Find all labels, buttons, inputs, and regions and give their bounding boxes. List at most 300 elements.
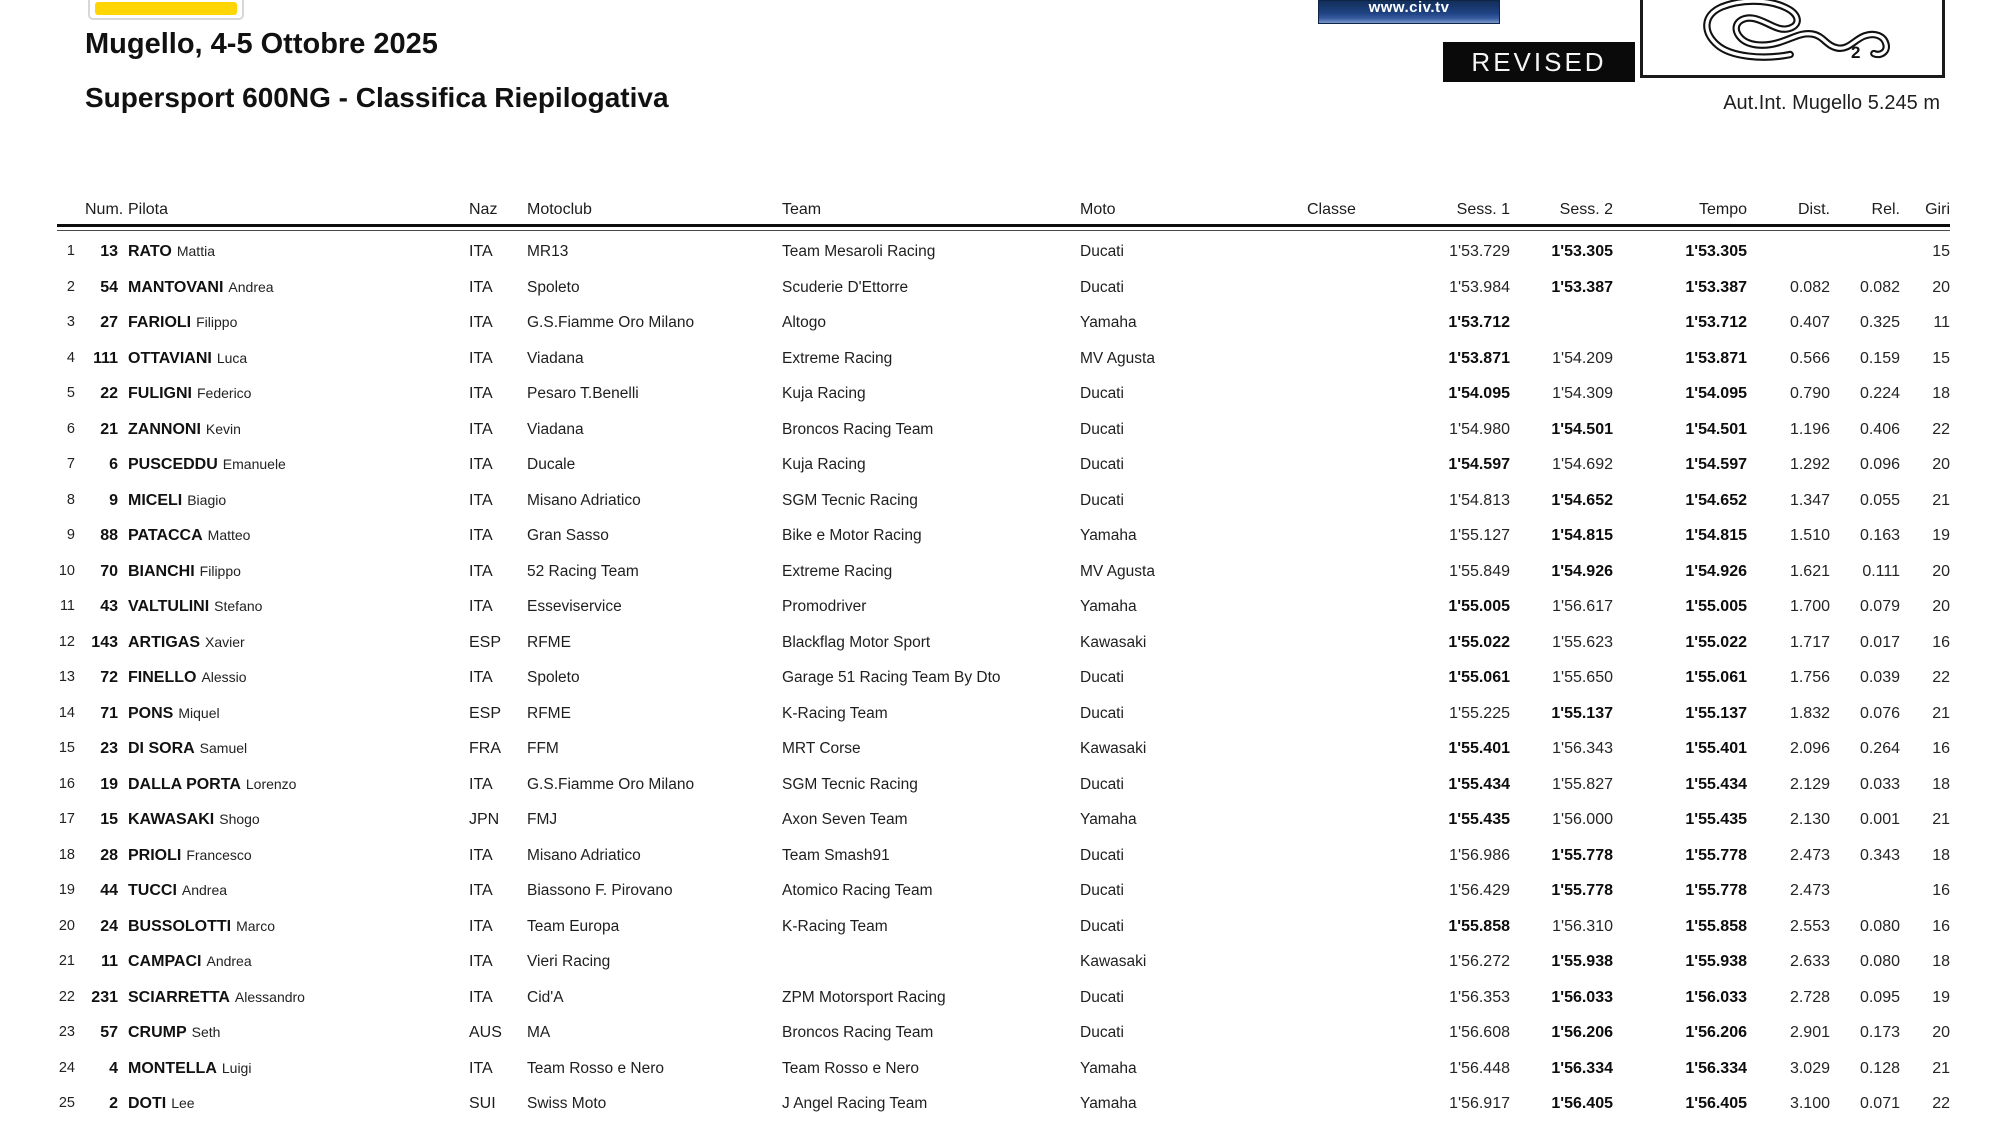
table-row xyxy=(57,731,1950,767)
motoclub-cell: Viadana xyxy=(527,420,584,438)
class-cell xyxy=(1307,980,1390,1016)
team-cell: Extreme Racing xyxy=(782,349,893,367)
best-time-cell: 1'53.387 xyxy=(1685,278,1747,296)
session2-time-cell: 1'55.827 xyxy=(1552,775,1613,793)
class-cell xyxy=(1307,731,1390,767)
session2-time-cell: 1'56.206 xyxy=(1551,1024,1613,1041)
laps-cell: 20 xyxy=(1932,1024,1950,1041)
session1-time-cell: 1'54.813 xyxy=(1449,491,1510,509)
pilot-firstname: Alessandro xyxy=(234,988,305,1005)
pilot-lastname: MANTOVANI xyxy=(128,278,224,296)
class-cell xyxy=(1307,270,1390,306)
class-cell xyxy=(1307,305,1390,341)
pilot-lastname: BUSSOLOTTI xyxy=(128,917,232,935)
gap-to-leader-cell: 0.082 xyxy=(1789,278,1830,296)
team-cell: Scuderie D'Ettorre xyxy=(782,278,909,296)
motoclub-cell: Biassono F. Pirovano xyxy=(527,882,673,899)
sponsor-logo-yellow-bar xyxy=(95,2,237,15)
team-cell: Bike e Motor Racing xyxy=(782,527,922,544)
gap-to-leader-cell: 1.756 xyxy=(1789,669,1830,686)
nationality-cell: ITA xyxy=(469,314,493,331)
nationality-cell: SUI xyxy=(469,1095,496,1112)
nationality-cell: ESP xyxy=(469,633,502,651)
track-caption: Aut.Int. Mugello 5.245 m xyxy=(1723,92,1940,114)
class-cell xyxy=(1307,1015,1390,1051)
pilot-cell xyxy=(121,625,468,661)
gap-to-leader-cell: 2.633 xyxy=(1789,953,1830,970)
nationality-cell: ESP xyxy=(469,704,502,722)
motoclub-cell: FFM xyxy=(527,740,559,757)
nationality-cell: ITA xyxy=(469,598,493,615)
nationality-cell: ITA xyxy=(469,953,493,970)
session1-time-cell: 1'55.005 xyxy=(1448,598,1510,615)
gap-to-previous-cell: 0.055 xyxy=(1859,491,1900,509)
pilot-cell xyxy=(121,873,468,909)
pilot-lastname: MONTELLA xyxy=(128,1059,217,1077)
position-cell: 11 xyxy=(59,598,75,614)
gap-to-previous-cell: 0.076 xyxy=(1859,704,1900,722)
table-header xyxy=(57,198,1950,222)
position-cell: 23 xyxy=(58,1024,75,1040)
motoclub-cell: Esseviservice xyxy=(527,598,622,615)
pilot-firstname: Andrea xyxy=(206,953,252,969)
pilot-cell xyxy=(121,554,468,590)
col-header-classe: Classe xyxy=(1307,201,1356,218)
session1-time-cell: 1'56.986 xyxy=(1449,846,1510,864)
event-title: Mugello, 4-5 Ottobre 2025 xyxy=(85,28,438,60)
session2-time-cell: 1'54.926 xyxy=(1551,562,1613,580)
position-cell: 24 xyxy=(58,1059,75,1076)
class-cell xyxy=(1307,447,1390,483)
civ-tv-url: www.civ.tv xyxy=(1368,0,1450,16)
nationality-cell: ITA xyxy=(469,527,493,544)
table-row xyxy=(57,625,1950,661)
session2-time-cell: 1'54.692 xyxy=(1552,456,1613,473)
pilot-firstname: Shogo xyxy=(219,811,260,827)
session1-time-cell: 1'53.984 xyxy=(1449,278,1510,296)
class-cell xyxy=(1307,376,1390,412)
best-time-cell: 1'56.405 xyxy=(1685,1095,1747,1112)
session2-time-cell: 1'54.209 xyxy=(1552,349,1613,367)
table-row xyxy=(57,1015,1950,1051)
gap-to-previous-cell xyxy=(1830,873,1900,909)
gap-to-previous-cell: 0.325 xyxy=(1859,314,1900,331)
team-cell: Team Mesaroli Racing xyxy=(782,243,936,260)
class-cell xyxy=(1307,944,1390,980)
race-number-cell: 54 xyxy=(100,278,118,296)
laps-cell: 22 xyxy=(1932,420,1950,438)
pilot-cell xyxy=(121,909,468,945)
nationality-cell: ITA xyxy=(469,669,493,686)
gap-to-leader-cell: 2.130 xyxy=(1789,811,1830,828)
bike-cell: Kawasaki xyxy=(1080,633,1147,651)
session1-time-cell: 1'55.225 xyxy=(1449,704,1510,722)
motoclub-cell: Team Europa xyxy=(527,917,620,935)
pilot-cell xyxy=(121,944,468,980)
session2-time-cell: 1'54.815 xyxy=(1551,527,1613,544)
pilot-cell xyxy=(121,660,468,696)
bike-cell: MV Agusta xyxy=(1080,349,1155,367)
motoclub-cell: G.S.Fiamme Oro Milano xyxy=(527,314,695,331)
laps-cell: 15 xyxy=(1932,349,1950,367)
col-header-sess2: Sess. 2 xyxy=(1559,201,1613,218)
col-header-naz: Naz xyxy=(469,201,498,218)
pilot-cell xyxy=(121,1015,468,1051)
team-cell: MRT Corse xyxy=(782,740,861,757)
track-variant-number: 2 xyxy=(1851,43,1861,62)
track-map xyxy=(1640,0,1945,78)
session1-time-cell: 1'56.353 xyxy=(1449,988,1510,1006)
bike-cell: Kawasaki xyxy=(1080,740,1147,757)
bike-cell: Ducati xyxy=(1080,988,1124,1006)
table-row xyxy=(57,554,1950,590)
col-header-pilota: Pilota xyxy=(128,201,169,218)
race-number-cell: 24 xyxy=(100,917,118,935)
session1-time-cell: 1'55.022 xyxy=(1448,633,1510,651)
pilot-cell xyxy=(121,802,468,838)
pilot-lastname: PONS xyxy=(128,704,174,722)
motoclub-cell: Viadana xyxy=(527,349,584,367)
laps-cell: 16 xyxy=(1932,917,1950,935)
session2-time-cell: 1'56.310 xyxy=(1552,917,1613,935)
pilot-lastname: MICELI xyxy=(128,491,183,509)
laps-cell: 19 xyxy=(1932,527,1950,544)
gap-to-leader-cell: 0.566 xyxy=(1789,349,1830,367)
session1-time-cell: 1'56.429 xyxy=(1449,882,1510,899)
laps-cell: 18 xyxy=(1932,385,1950,402)
position-cell: 19 xyxy=(58,882,75,898)
team-cell: SGM Tecnic Racing xyxy=(782,775,918,793)
best-time-cell: 1'55.434 xyxy=(1685,775,1747,793)
best-time-cell: 1'54.815 xyxy=(1685,527,1747,544)
race-number-cell: 23 xyxy=(100,740,118,757)
best-time-cell: 1'55.435 xyxy=(1685,811,1747,828)
revised-badge: REVISED xyxy=(1443,42,1635,82)
pilot-lastname: RATO xyxy=(128,243,172,260)
race-number-cell: 43 xyxy=(100,598,118,615)
gap-to-leader-cell: 2.553 xyxy=(1789,917,1830,935)
class-cell xyxy=(1307,802,1390,838)
session1-time-cell: 1'54.095 xyxy=(1448,385,1510,402)
bike-cell: Ducati xyxy=(1080,456,1124,473)
gap-to-previous-cell: 0.264 xyxy=(1859,740,1900,757)
race-number-cell: 88 xyxy=(100,527,118,544)
session2-time-cell: 1'56.617 xyxy=(1552,598,1613,615)
pilot-firstname: Marco xyxy=(236,917,276,934)
pilot-lastname: CAMPACI xyxy=(128,953,202,970)
nationality-cell: ITA xyxy=(469,349,493,367)
table-row xyxy=(57,234,1950,270)
laps-cell: 19 xyxy=(1932,988,1950,1006)
gap-to-leader-cell: 1.292 xyxy=(1789,456,1830,473)
laps-cell: 11 xyxy=(1933,314,1950,331)
best-time-cell: 1'55.778 xyxy=(1685,846,1747,864)
gap-to-leader-cell: 2.096 xyxy=(1789,740,1830,757)
session1-time-cell: 1'54.980 xyxy=(1449,420,1510,438)
col-header-num: Num. xyxy=(85,201,124,218)
gap-to-leader-cell: 2.473 xyxy=(1789,882,1830,899)
pilot-cell xyxy=(121,412,468,448)
position-cell: 8 xyxy=(66,491,75,508)
pilot-lastname: FULIGNI xyxy=(128,385,192,402)
pilot-firstname: Seth xyxy=(191,1024,221,1040)
pilot-firstname: Emanuele xyxy=(222,456,286,472)
session2-time-cell: 1'55.938 xyxy=(1551,953,1613,970)
motoclub-cell: Spoleto xyxy=(527,669,580,686)
gap-to-previous-cell: 0.080 xyxy=(1859,953,1900,970)
table-row xyxy=(57,447,1950,483)
gap-to-leader-cell: 3.029 xyxy=(1789,1059,1830,1077)
bike-cell: Ducati xyxy=(1080,775,1124,793)
pilot-cell xyxy=(121,980,468,1016)
gap-to-previous-cell: 0.079 xyxy=(1859,598,1900,615)
motoclub-cell: RFME xyxy=(527,704,571,722)
col-header-team: Team xyxy=(782,201,822,218)
class-cell xyxy=(1307,1051,1390,1087)
gap-to-previous-cell: 0.017 xyxy=(1859,633,1900,651)
laps-cell: 20 xyxy=(1932,456,1950,473)
session1-time-cell: 1'56.272 xyxy=(1449,953,1510,970)
bike-cell: Ducati xyxy=(1080,491,1124,509)
pilot-cell xyxy=(121,270,468,306)
team-cell: K-Racing Team xyxy=(782,917,888,935)
team-cell: Broncos Racing Team xyxy=(782,420,934,438)
motoclub-cell: Pesaro T.Benelli xyxy=(527,385,639,402)
session1-time-cell: 1'53.712 xyxy=(1448,314,1510,331)
best-time-cell: 1'54.095 xyxy=(1685,385,1747,402)
nationality-cell: ITA xyxy=(469,1059,493,1077)
best-time-cell: 1'54.652 xyxy=(1685,491,1747,509)
gap-to-previous-cell: 0.001 xyxy=(1859,811,1900,828)
position-cell: 25 xyxy=(58,1095,75,1111)
pilot-lastname: DI SORA xyxy=(128,740,195,757)
laps-cell: 21 xyxy=(1932,1059,1950,1077)
gap-to-previous-cell: 0.096 xyxy=(1859,456,1900,473)
motoclub-cell: MA xyxy=(527,1024,551,1041)
race-number-cell: 71 xyxy=(100,704,118,722)
table-row xyxy=(57,412,1950,448)
session2-time-cell: 1'53.305 xyxy=(1551,243,1613,260)
bike-cell: Ducati xyxy=(1080,278,1124,296)
class-cell xyxy=(1307,341,1390,377)
session2-time-cell: 1'54.309 xyxy=(1552,385,1613,402)
team-cell: Atomico Racing Team xyxy=(782,882,933,899)
race-number-cell: 15 xyxy=(100,811,118,828)
position-cell: 12 xyxy=(58,633,75,650)
pilot-firstname: Andrea xyxy=(228,278,274,295)
session2-time-cell: 1'55.623 xyxy=(1552,633,1613,651)
gap-to-leader-cell: 3.100 xyxy=(1789,1095,1830,1112)
position-cell: 16 xyxy=(58,775,75,792)
table-row xyxy=(57,376,1950,412)
pilot-lastname: PATACCA xyxy=(128,527,203,544)
pilot-firstname: Lorenzo xyxy=(245,775,297,792)
gap-to-leader-cell: 1.700 xyxy=(1789,598,1830,615)
pilot-cell xyxy=(121,1051,468,1087)
motoclub-cell: Misano Adriatico xyxy=(527,846,641,864)
pilot-cell xyxy=(121,1086,468,1122)
session2-time-cell: 1'55.137 xyxy=(1551,704,1613,722)
laps-cell: 18 xyxy=(1932,846,1950,864)
table-row xyxy=(57,270,1950,306)
nationality-cell: ITA xyxy=(469,562,493,580)
class-cell xyxy=(1307,483,1390,519)
class-cell xyxy=(1307,625,1390,661)
table-row xyxy=(57,1086,1950,1122)
best-time-cell: 1'54.501 xyxy=(1685,420,1747,438)
pilot-lastname: OTTAVIANI xyxy=(128,349,212,367)
session2-time-cell: 1'56.334 xyxy=(1551,1059,1613,1077)
pilot-firstname: Samuel xyxy=(199,740,248,756)
position-cell: 20 xyxy=(58,917,75,934)
pilot-lastname: TUCCI xyxy=(128,882,177,899)
gap-to-leader-cell: 0.790 xyxy=(1789,385,1830,402)
col-header-dist: Dist. xyxy=(1798,201,1830,218)
motoclub-cell: Gran Sasso xyxy=(527,527,609,544)
table-row xyxy=(57,802,1950,838)
table-row xyxy=(57,838,1950,874)
laps-cell: 15 xyxy=(1932,243,1950,260)
gap-to-previous-cell: 0.343 xyxy=(1859,846,1900,864)
nationality-cell: ITA xyxy=(469,882,493,899)
pilot-cell xyxy=(121,376,468,412)
pilot-lastname: SCIARRETTA xyxy=(128,988,230,1006)
gap-to-previous-cell: 0.406 xyxy=(1859,420,1900,438)
team-cell: Extreme Racing xyxy=(782,562,893,580)
position-cell: 22 xyxy=(58,988,75,1005)
team-cell xyxy=(782,944,1080,980)
bike-cell: Ducati xyxy=(1080,704,1124,722)
best-time-cell: 1'55.401 xyxy=(1685,740,1747,757)
gap-to-previous-cell: 0.111 xyxy=(1862,562,1900,580)
bike-cell: MV Agusta xyxy=(1080,562,1155,580)
civ-tv-banner[interactable] xyxy=(1318,0,1500,24)
col-header-tempo: Tempo xyxy=(1698,201,1747,218)
session1-time-cell: 1'55.858 xyxy=(1448,917,1510,935)
pilot-cell xyxy=(121,341,468,377)
pilot-firstname: Francesco xyxy=(186,846,252,863)
nationality-cell: ITA xyxy=(469,491,493,509)
class-cell xyxy=(1307,234,1390,270)
team-cell: Broncos Racing Team xyxy=(782,1024,934,1041)
race-number-cell: 19 xyxy=(100,775,118,793)
pilot-cell xyxy=(121,767,468,803)
gap-to-previous-cell: 0.039 xyxy=(1859,669,1900,686)
gap-to-leader-cell: 2.473 xyxy=(1789,846,1830,864)
pilot-firstname: Filippo xyxy=(196,314,238,330)
session1-time-cell: 1'55.849 xyxy=(1449,562,1510,580)
position-cell: 6 xyxy=(66,420,75,437)
pilot-firstname: Andrea xyxy=(181,882,228,898)
team-cell: Axon Seven Team xyxy=(782,811,908,828)
session1-time-cell: 1'55.401 xyxy=(1448,740,1510,757)
gap-to-previous-cell: 0.173 xyxy=(1859,1024,1900,1041)
table-row xyxy=(57,1051,1950,1087)
bike-cell: Yamaha xyxy=(1080,1095,1137,1112)
nationality-cell: ITA xyxy=(469,243,493,260)
gap-to-previous-cell: 0.224 xyxy=(1859,385,1900,402)
laps-cell: 21 xyxy=(1932,491,1950,509)
race-number-cell: 11 xyxy=(101,953,118,970)
motoclub-cell: Spoleto xyxy=(527,278,580,296)
nationality-cell: ITA xyxy=(469,420,493,438)
position-cell: 1 xyxy=(66,243,75,259)
class-cell xyxy=(1307,838,1390,874)
pilot-firstname: Kevin xyxy=(205,420,241,437)
position-cell: 14 xyxy=(58,704,75,721)
race-number-cell: 111 xyxy=(93,349,118,367)
pilot-firstname: Luigi xyxy=(221,1059,252,1076)
session1-time-cell: 1'56.917 xyxy=(1449,1095,1510,1112)
team-cell: Altogo xyxy=(782,314,826,331)
pilot-firstname: Luca xyxy=(216,349,248,366)
best-time-cell: 1'53.871 xyxy=(1685,349,1747,367)
nationality-cell: AUS xyxy=(469,1024,502,1041)
nationality-cell: ITA xyxy=(469,775,493,793)
pilot-firstname: Stefano xyxy=(214,598,263,614)
pilot-firstname: Xavier xyxy=(205,633,245,650)
position-cell: 13 xyxy=(58,669,75,685)
session1-time-cell: 1'56.608 xyxy=(1449,1024,1510,1041)
session2-time-cell: 1'54.652 xyxy=(1551,491,1613,509)
race-number-cell: 21 xyxy=(100,420,118,438)
table-row xyxy=(57,980,1950,1016)
bike-cell: Ducati xyxy=(1080,917,1124,935)
pilot-lastname: BIANCHI xyxy=(128,562,195,580)
team-cell: ZPM Motorsport Racing xyxy=(782,988,946,1006)
track-outline-icon xyxy=(1643,0,1942,75)
position-cell: 9 xyxy=(66,527,75,543)
class-cell xyxy=(1307,412,1390,448)
session2-time-cell: 1'55.650 xyxy=(1552,669,1613,686)
class-cell xyxy=(1307,873,1390,909)
best-time-cell: 1'56.334 xyxy=(1685,1059,1747,1077)
pilot-cell xyxy=(121,447,468,483)
race-number-cell: 44 xyxy=(100,882,118,899)
pilot-firstname: Lee xyxy=(171,1095,195,1111)
gap-to-previous-cell: 0.082 xyxy=(1859,278,1900,296)
gap-to-previous-cell: 0.128 xyxy=(1859,1059,1900,1077)
table-row xyxy=(57,944,1950,980)
class-cell xyxy=(1307,589,1390,625)
position-cell: 21 xyxy=(58,953,75,969)
session2-time-cell: 1'53.387 xyxy=(1551,278,1613,296)
bike-cell: Yamaha xyxy=(1080,1059,1137,1077)
best-time-cell: 1'53.305 xyxy=(1685,243,1747,260)
team-cell: Kuja Racing xyxy=(782,456,866,473)
gap-to-previous-cell: 0.071 xyxy=(1859,1095,1900,1112)
race-number-cell: 6 xyxy=(109,456,118,473)
bike-cell: Ducati xyxy=(1080,846,1124,864)
pilot-cell xyxy=(121,234,468,270)
race-number-cell: 72 xyxy=(100,669,118,686)
bike-cell: Ducati xyxy=(1080,243,1124,260)
class-cell xyxy=(1307,909,1390,945)
laps-cell: 20 xyxy=(1932,278,1950,296)
col-header-rel: Rel. xyxy=(1871,201,1900,218)
pilot-lastname: CRUMP xyxy=(128,1024,187,1041)
position-cell: 5 xyxy=(66,385,75,401)
session1-time-cell: 1'54.597 xyxy=(1448,456,1510,473)
best-time-cell: 1'55.938 xyxy=(1685,953,1747,970)
table-row xyxy=(57,483,1950,519)
race-number-cell: 22 xyxy=(100,385,118,402)
race-number-cell: 4 xyxy=(109,1059,118,1077)
class-cell xyxy=(1307,696,1390,732)
gap-to-previous-cell: 0.159 xyxy=(1859,349,1900,367)
bike-cell: Ducati xyxy=(1080,420,1124,438)
race-number-cell: 28 xyxy=(100,846,118,864)
